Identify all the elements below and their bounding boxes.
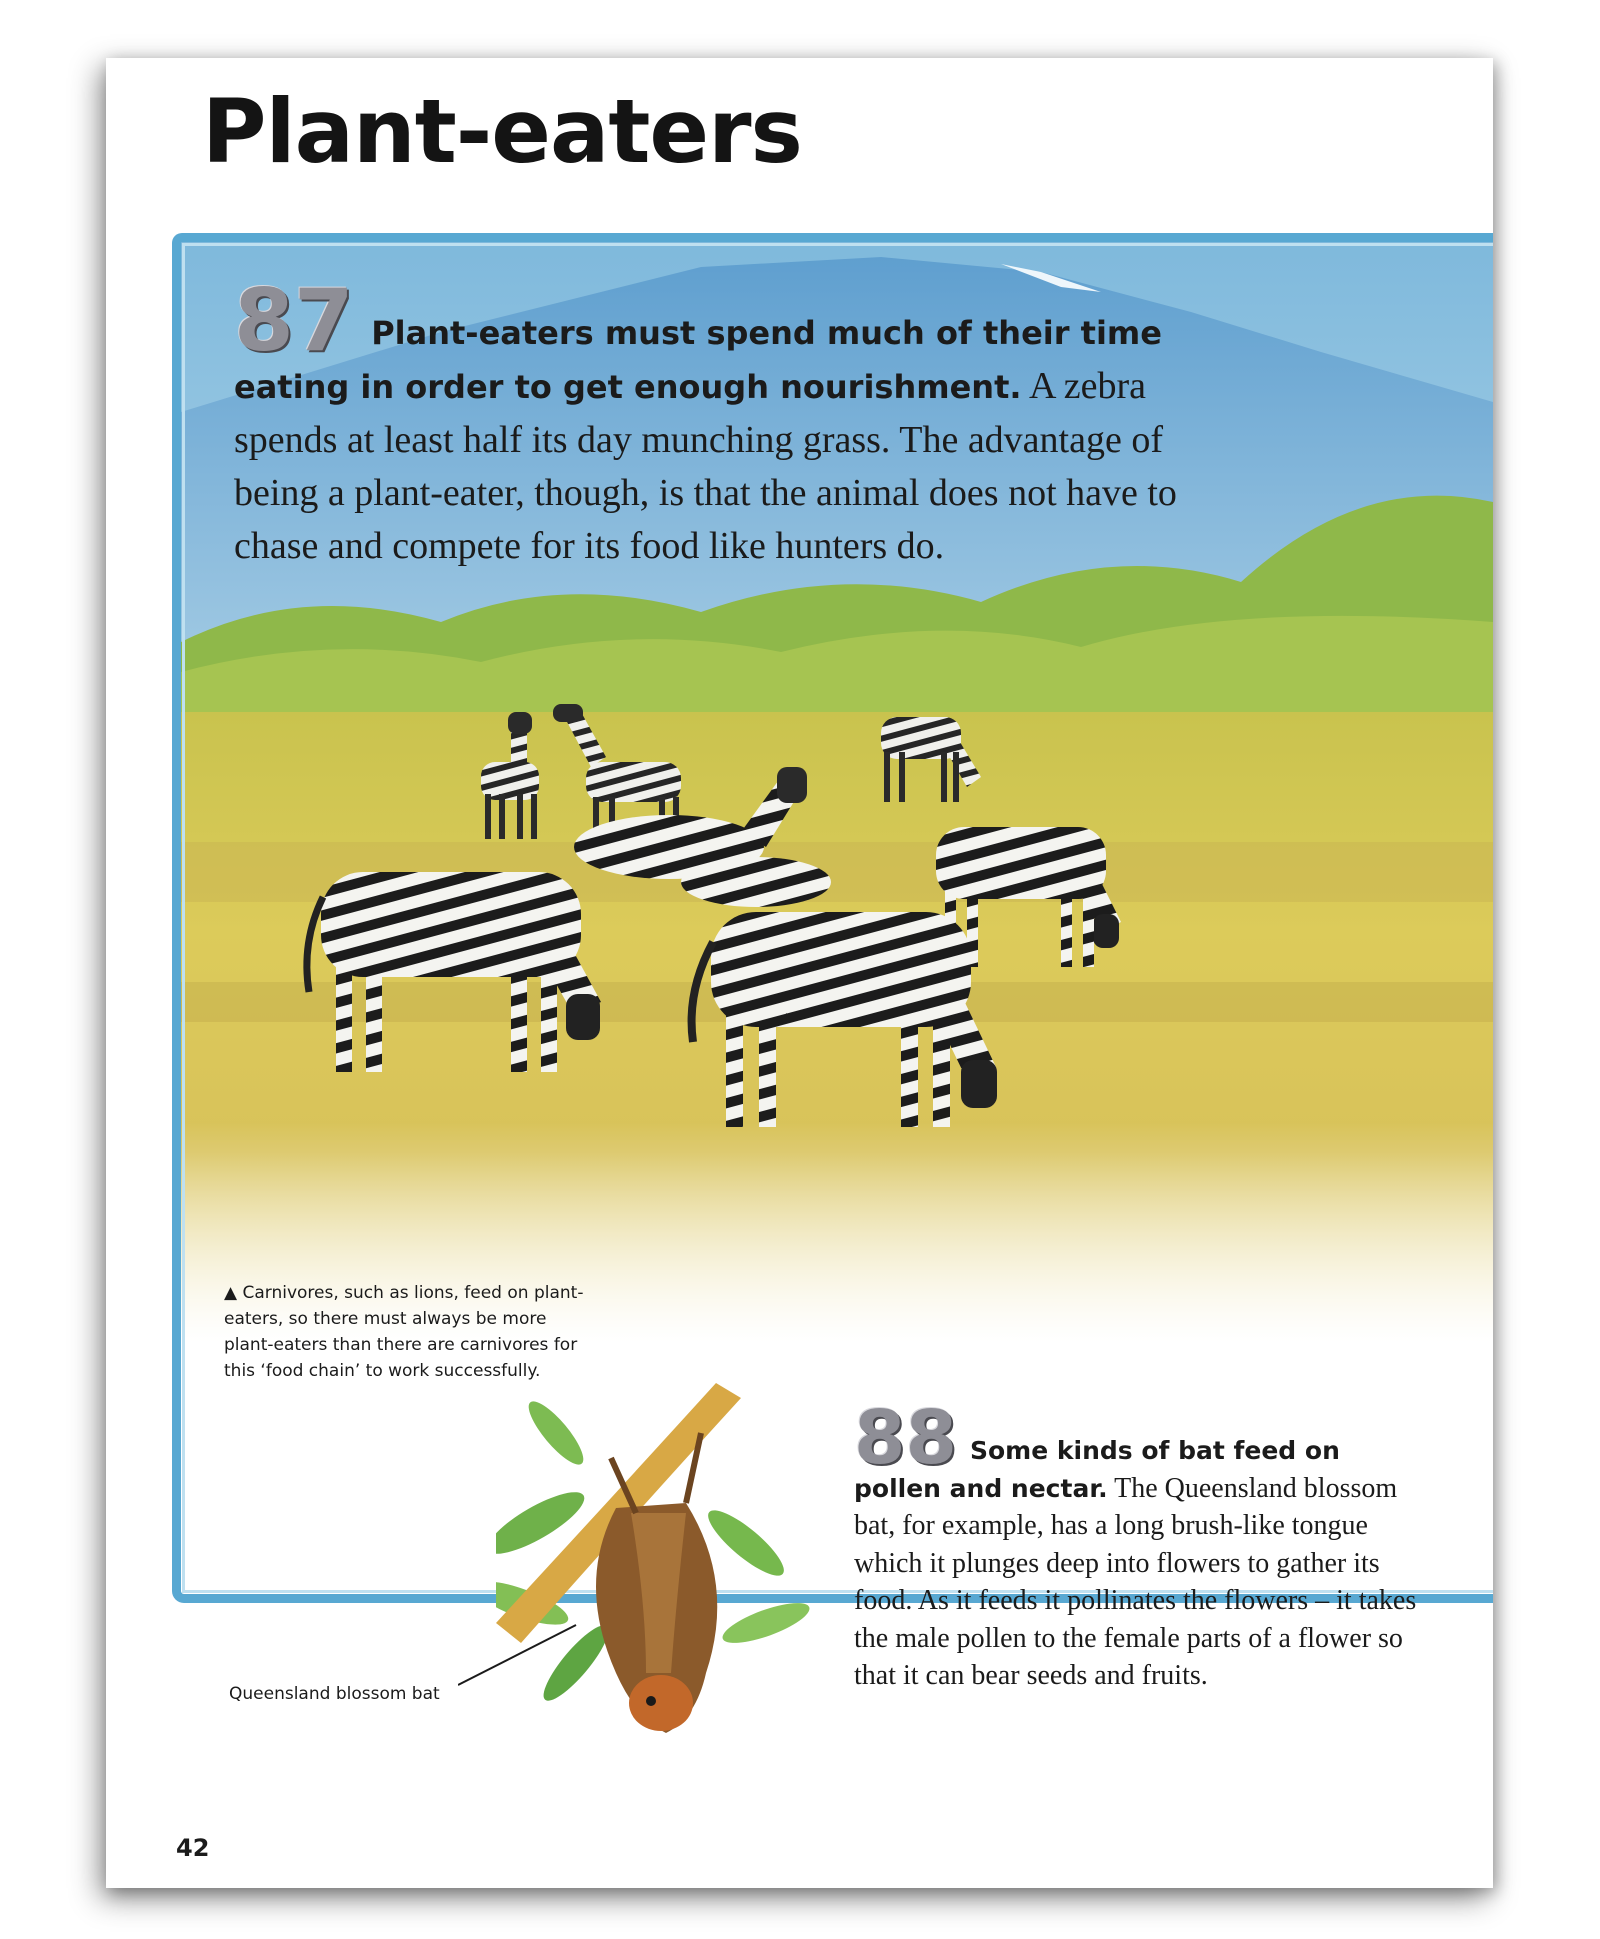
fact-87-lead: Plant-eaters must spend much of their time eating in order to get enough nourishment. <box>234 314 1162 406</box>
caption-marker-icon: ▲ <box>224 1283 238 1303</box>
bat-head <box>629 1675 693 1731</box>
bat-label-pointer <box>458 1623 578 1693</box>
fact-number-88: 88 <box>854 1395 957 1481</box>
fact-87-body: A zebra spends at least half its day munching grass. The advantage of being a plant-eater, though, is that the animal does not have to chase and compete for its food like hunters do. <box>234 365 1177 567</box>
fact-88-lead: Some kinds of bat feed on pollen and nectar. <box>854 1436 1340 1503</box>
blossom-bat-illustration <box>496 1373 826 1753</box>
zebra-caption <box>224 1280 584 1384</box>
bat-label: Queensland blossom bat <box>229 1684 440 1704</box>
caption-text: Carnivores, such as lions, feed on plant-eaters, so there must always be more plant-eaters than there are carnivores for this ‘food chain’ to work successfully. <box>224 1283 584 1381</box>
page-number: 42 <box>176 1834 210 1862</box>
fact-88 <box>854 1395 1424 1695</box>
fact-number-87: 87 <box>234 271 354 371</box>
page-title: Plant-eaters <box>202 80 802 183</box>
fact-88-body: The Queensland blossom bat, for example, has a long brush-like tongue which it plunges deep into flowers to gather its food. As it feeds it pollinates the flowers – it takes the male pollen to the female parts of a flower so that it can bear seeds and fruits. <box>854 1472 1417 1691</box>
fact-87 <box>234 271 1234 573</box>
book-page <box>106 58 1493 1888</box>
